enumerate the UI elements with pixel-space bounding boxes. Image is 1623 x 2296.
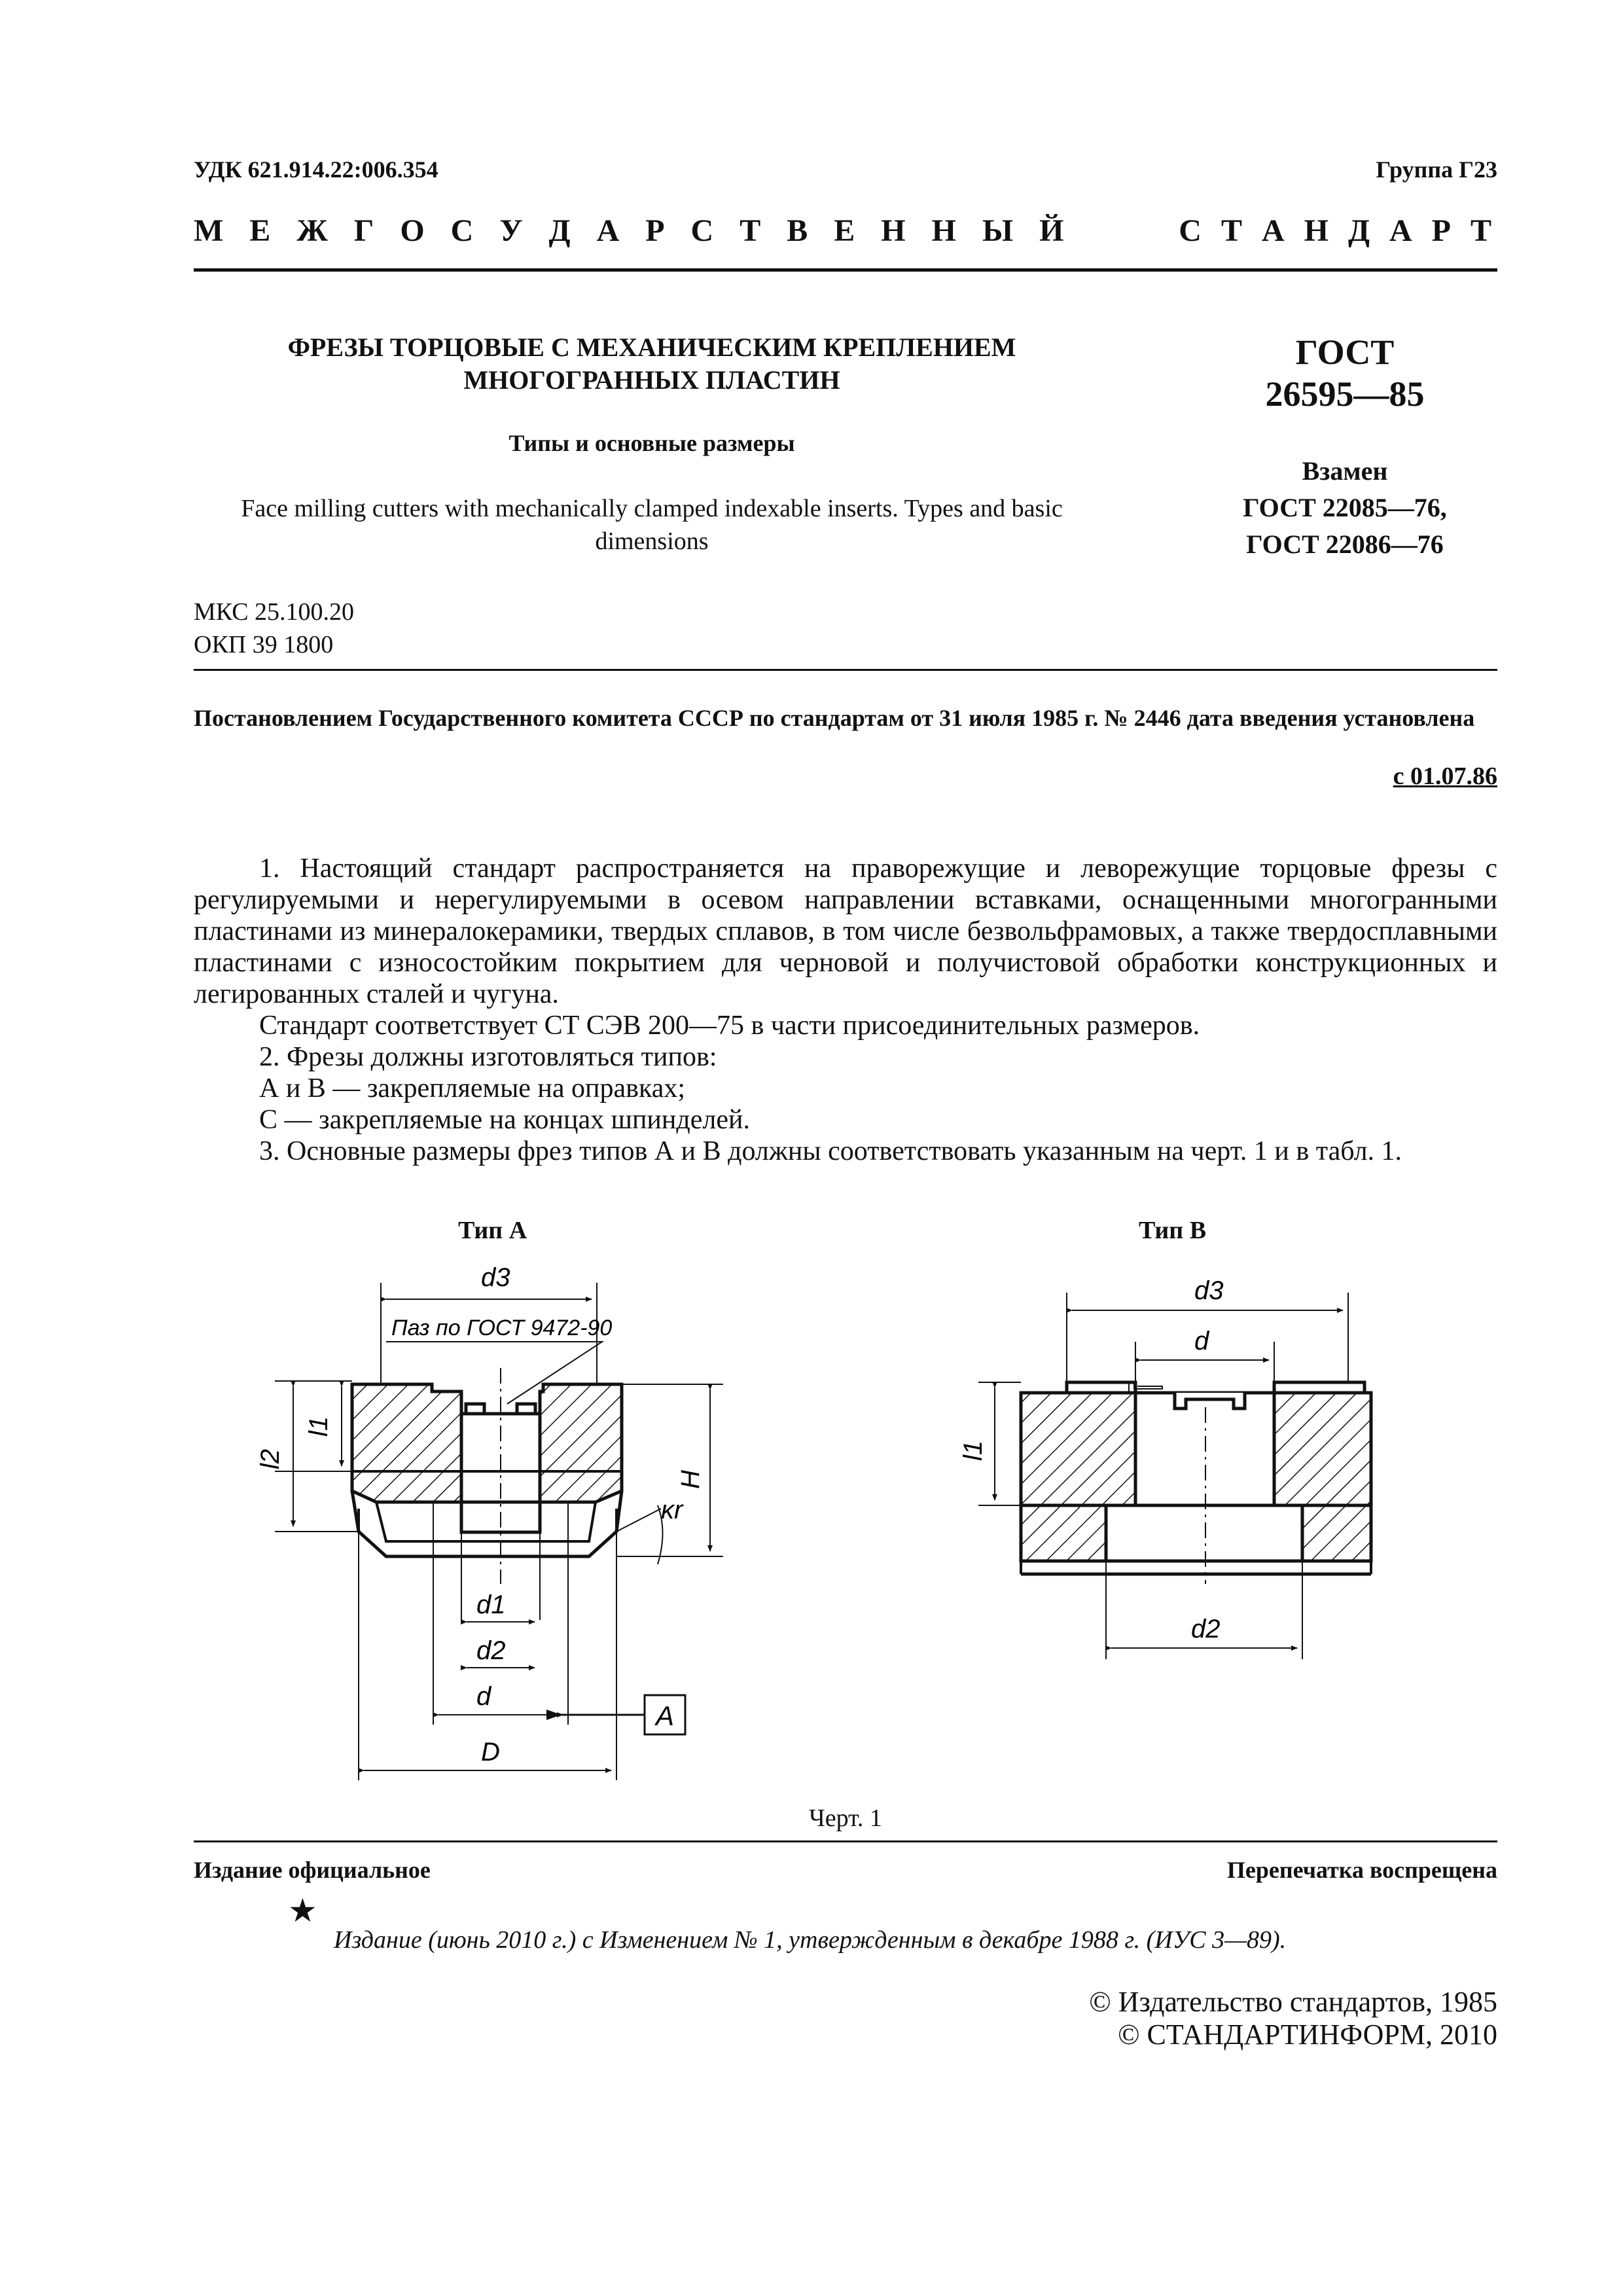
edition-note: Издание (июнь 2010 г.) с Изменением № 1, утвержденным в декабре 1988 г. (ИУС 3—89).	[334, 1926, 1287, 1954]
label-b-d2: d2	[1191, 1615, 1221, 1643]
label-a-H: H	[676, 1470, 705, 1489]
label-a-slot-note: Паз по ГОСТ 9472-90	[391, 1316, 613, 1340]
label-a-d2: d2	[476, 1636, 506, 1665]
label-a-d1: d1	[476, 1590, 506, 1619]
label-a-l1: l1	[304, 1416, 333, 1437]
decree-text: Постановлением Государственного комитета СССР по стандартам от 31 июля 1985 г. № 2446 дата введения установлена	[194, 705, 1475, 731]
label-a-l2: l2	[256, 1448, 285, 1469]
replaces-label: Взамен	[1302, 456, 1388, 486]
mks-code: МКС 25.100.20	[194, 598, 355, 626]
gost-number: 26595—85	[1265, 374, 1425, 414]
label-a-D: D	[481, 1738, 500, 1767]
replaces-gost-2: ГОСТ 22086—76	[1246, 529, 1444, 559]
replaces-gost-1: ГОСТ 22085—76,	[1243, 493, 1447, 522]
paragraph-6: 3. Основные размеры фрез типов А и В должны соответствовать указанным на черт. 1 и в табл. 1.	[259, 1136, 1402, 1166]
copyright-block	[843, 1986, 1497, 2051]
label-a-kr: κr	[661, 1496, 683, 1524]
introduction-date: с 01.07.86	[1393, 762, 1497, 790]
okp-code: ОКП 39 1800	[194, 631, 334, 658]
type-a-label: Тип А	[458, 1217, 527, 1244]
figure-caption: Черт. 1	[809, 1804, 882, 1832]
paragraph-5: С — закрепляемые на концах шпинделей.	[259, 1105, 750, 1135]
paragraph-2: Стандарт соответствует СТ СЭВ 200—75 в части присоединительных размеров.	[259, 1011, 1200, 1041]
star-mark: ★	[288, 1892, 317, 1929]
label-b-d3: d3	[1194, 1276, 1224, 1305]
title-line-2: МНОГОГРАННЫХ ПЛАСТИН	[463, 365, 840, 395]
paragraph-4: А и В — закрепляемые на оправках;	[259, 1073, 686, 1103]
type-a-section	[256, 1263, 723, 1780]
group-code: Группа Г23	[1376, 156, 1497, 183]
label-b-d: d	[1194, 1327, 1209, 1355]
paragraph-1: 1. Настоящий стандарт распространяется на праворежущие и леворежущие торцовые фрезы с регулируемыми и нерегулируемыми в осевом направлении вставками, оснащенными многогранными пластинами из минералокерамики, твердых сплавов, в том числе безвольфрамовых, а также твердосплавными пластинами с износостойким покрытием для черновой и получистовой обработки конструкционных и легированных сталей и чугуна.	[194, 853, 1497, 1009]
label-a-d3: d3	[481, 1263, 510, 1292]
type-b-section	[959, 1276, 1371, 1659]
label-b-l1: l1	[959, 1440, 988, 1461]
reprint-prohibited: Перепечатка воспрещена	[1226, 1857, 1497, 1883]
subtitle: Типы и основные размеры	[508, 430, 795, 456]
udk-code: УДК 621.914.22:006.354	[194, 156, 438, 183]
official-edition: Издание официальное	[194, 1857, 431, 1883]
banner-standard: С Т А Н Д А Р Т	[1179, 213, 1497, 248]
banner-interstate: М Е Ж Г О С У Д А Р С Т В Е Н Н Ы Й	[194, 213, 1070, 248]
paragraph-3: 2. Фрезы должны изготовляться типов:	[259, 1042, 717, 1072]
type-b-label: Тип В	[1139, 1217, 1207, 1244]
label-a-datum: A	[656, 1700, 675, 1731]
footer-rule	[194, 1840, 1497, 1842]
title-line-1: ФРЕЗЫ ТОРЦОВЫЕ С МЕХАНИЧЕСКИМ КРЕПЛЕНИЕМ	[287, 332, 1016, 362]
english-title: Face milling cutters with mechanically clamped indexable inserts. Types and basic dimensions	[241, 495, 1063, 555]
label-a-d: d	[476, 1682, 491, 1711]
gost-label: ГОСТ	[1295, 332, 1395, 372]
copyright-2010: © СТАНДАРТИНФОРМ, 2010	[1118, 2018, 1497, 2051]
copyright-1985: © Издательство стандартов, 1985	[1089, 1986, 1497, 2018]
